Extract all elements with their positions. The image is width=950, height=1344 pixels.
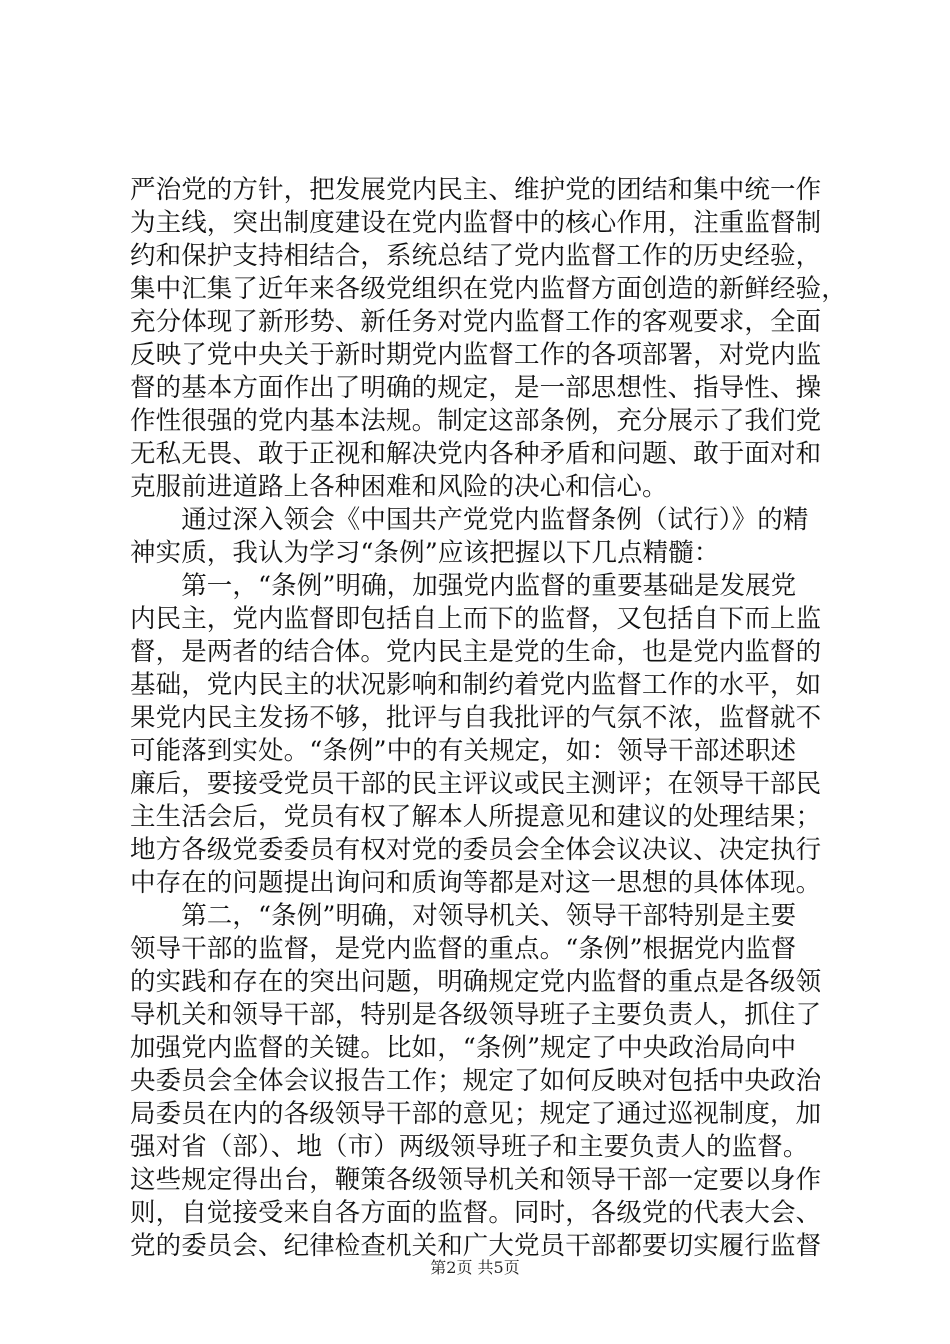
body-text-line: 通过深入领会《中国共产党党内监督条例（试行）》的精 [130, 505, 809, 535]
body-text-line: 充分体现了新形势、新任务对党内监督工作的客观要求，全面 [130, 307, 822, 337]
body-text-line: 第一，“条例”明确，加强党内监督的重要基础是发展党 [130, 571, 797, 601]
body-text-line: 强对省（部）、地（市）两级领导班子和主要负责人的监督。 [130, 1132, 809, 1162]
body-text-line: 督的基本方面作出了明确的规定，是一部思想性、指导性、操 [130, 373, 822, 403]
body-text-line: 督，是两者的结合体。党内民主是党的生命，也是党内监督的 [130, 637, 822, 667]
body-text-line: 无私无畏、敢于正视和解决党内各种矛盾和问题、敢于面对和 [130, 439, 822, 469]
body-text-line: 可能落到实处。“条例”中的有关规定，如：领导干部述职述 [130, 736, 797, 766]
body-text-line: 央委员会全体会议报告工作；规定了如何反映对包括中央政治 [130, 1066, 822, 1096]
body-text-line: 导机关和领导干部，特别是各级领导班子主要负责人，抓住了 [130, 1000, 822, 1030]
body-text-line: 约和保护支持相结合，系统总结了党内监督工作的历史经验， [130, 241, 822, 271]
body-text-line: 这些规定得出台，鞭策各级领导机关和领导干部一定要以身作 [130, 1165, 822, 1195]
body-text-line: 局委员在内的各级领导干部的意见；规定了通过巡视制度，加 [130, 1099, 822, 1129]
body-text-line: 果党内民主发扬不够，批评与自我批评的气氛不浓，监督就不 [130, 703, 822, 733]
body-text-line: 的实践和存在的突出问题，明确规定党内监督的重点是各级领 [130, 967, 822, 997]
body-text-line: 主生活会后，党员有权了解本人所提意见和建议的处理结果； [130, 802, 822, 832]
body-text-line: 第二，“条例”明确，对领导机关、领导干部特别是主要 [130, 901, 797, 931]
body-text-line: 反映了党中央关于新时期党内监督工作的各项部署，对党内监 [130, 340, 822, 370]
body-text-line: 克服前进道路上各种困难和风险的决心和信心。 [130, 472, 668, 502]
body-text-line: 则，自觉接受来自各方面的监督。同时，各级党的代表大会、 [130, 1198, 822, 1228]
body-text-line: 神实质，我认为学习“条例”应该把握以下几点精髓： [130, 538, 720, 568]
body-text-line: 廉后，要接受党员干部的民主评议或民主测评；在领导干部民 [130, 769, 822, 799]
body-text-line: 加强党内监督的关键。比如，“条例”规定了中央政治局向中 [130, 1033, 797, 1063]
body-text-line: 作性很强的党内基本法规。制定这部条例，充分展示了我们党 [130, 406, 822, 436]
page-number-footer: 第2页 共5页 [430, 1258, 520, 1277]
body-text-line: 领导干部的监督，是党内监督的重点。“条例”根据党内监督 [130, 934, 797, 964]
body-text-line: 严治党的方针，把发展党内民主、维护党的团结和集中统一作 [130, 175, 822, 205]
body-text-line: 为主线，突出制度建设在党内监督中的核心作用，注重监督制 [130, 208, 822, 238]
body-text-line: 内民主，党内监督即包括自上而下的监督，又包括自下而上监 [130, 604, 822, 634]
body-text-line: 党的委员会、纪律检查机关和广大党员干部都要切实履行监督 [130, 1231, 822, 1261]
body-text-line: 地方各级党委委员有权对党的委员会全体会议决议、决定执行 [130, 835, 822, 865]
body-text-line: 基础，党内民主的状况影响和制约着党内监督工作的水平，如 [130, 670, 822, 700]
body-text-line: 集中汇集了近年来各级党组织在党内监督方面创造的新鲜经验， [130, 274, 847, 304]
body-text-line: 中存在的问题提出询问和质询等都是对这一思想的具体体现。 [130, 868, 822, 898]
